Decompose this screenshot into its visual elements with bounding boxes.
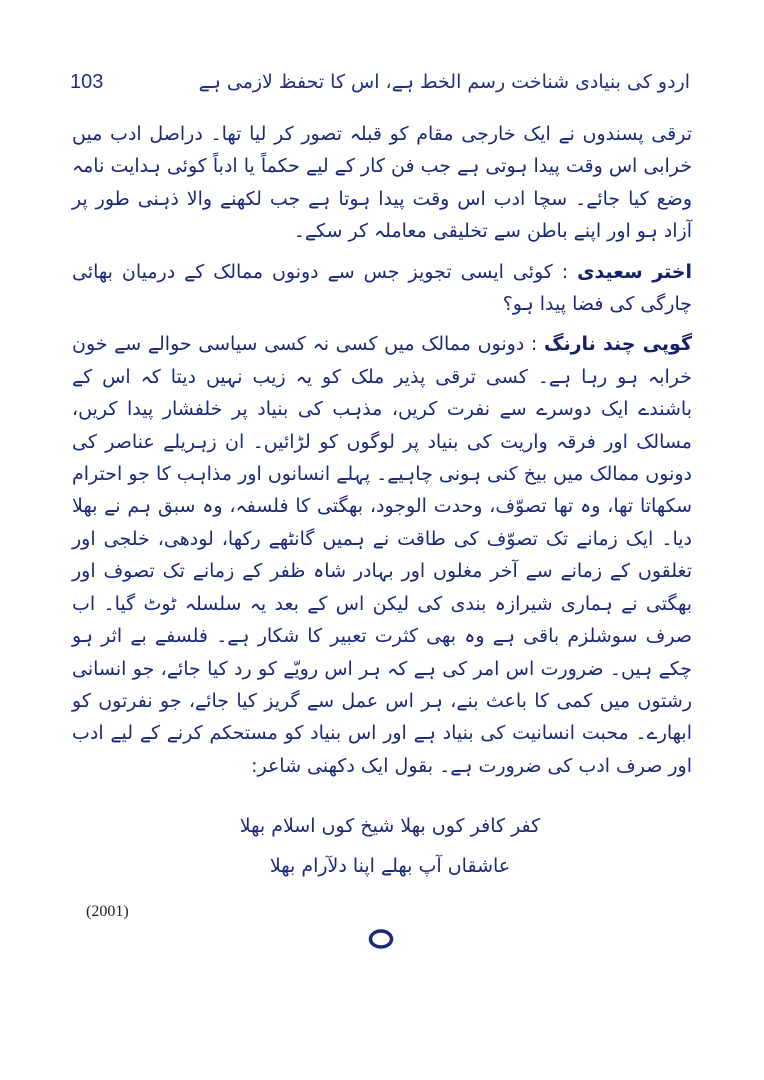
page-number: 103 xyxy=(70,70,104,93)
running-title: اردو کی بنیادی شناخت رسم الخط ہے، اس کا تحفظ لازمی ہے xyxy=(198,71,690,93)
paragraph xyxy=(72,118,692,248)
question-text: : کوئی ایسی تجویز جس سے دونوں ممالک کے درمیان بھائی چارگی کی فضا پیدا ہو؟ xyxy=(72,260,692,316)
interview-text xyxy=(72,118,692,782)
answer-paragraph xyxy=(72,328,692,782)
year-note: (2001) xyxy=(86,903,129,920)
couplet-line-2: عاشقاں آپ بھلے اپنا دلآرام بھلا xyxy=(269,855,511,877)
end-mark-icon xyxy=(368,928,394,950)
interviewee-name: گوپی چند نارنگ xyxy=(544,333,692,356)
answer-text: : دونوں ممالک میں کسی نہ کسی سیاسی حوالے سے خون خرابہ ہو رہا ہے۔ کسی ترقی پذیر ملک کو یہ زیب نہیں دیتا کہ اس کے باشندے ایک دوسرے سے نفرت کریں، مذہب کی بنیاد پر خلفشار پیدا کریں، مسالک اور فرقہ واریت کی بنیاد پر لوگوں کو لڑائیں۔ ان زہریلے عناصر کی دونوں ممالک میں بیخ کنی ہونی چاہیے۔ پہلے انسانوں اور مذاہب کا جو احترام سکھاتا تھا، وہ تھا تصوّف، وحدت الوجود، بھگتی کا فلسفہ، وہ سبق ہم نے بھلا دیا۔ ایک زمانے تک تصوّف کی طاقت نے ہمیں گانٹھے رکھا، لودھی، خلجی اور تغلقوں کے زمانے سے آخر مغلوں اور بہادر شاہ ظفر کے زمانے تک تصوف اور بھگتی نے ہماری شیرازہ بندی کی لیکن اس کے بعد یہ سلسلہ ٹوٹ گیا۔ اب صرف سوشلزم باقی ہے وہ بھی کثرت تعبیر کا شکار ہے۔ فلسفے بے اثر ہو چکے ہیں۔ ضرورت اس امر کی ہے کہ ہر اس رویّے کو رد کیا جائے، جو انسانی رشتوں میں کمی کا باعث بنے، ہر اس عمل سے گریز کیا جائے، جو نفرتوں کو ابھارے۔ محبت انسانیت کی بنیاد ہے اور اس بنیاد کو مستحکم کرنے کے لیے ادب اور صرف ادب کی ضرورت ہے۔ بقول ایک دکھنی شاعر: xyxy=(72,333,692,777)
question-paragraph xyxy=(72,256,692,321)
running-header xyxy=(70,62,690,102)
couplet xyxy=(230,806,550,886)
interviewer-name: اختر سعیدی xyxy=(577,260,692,283)
couplet-line-1: کفر کافر کوں بھلا شیخ کوں اسلام بھلا xyxy=(239,815,541,837)
paragraph-text: ترقی پسندوں نے ایک خارجی مقام کو قبلہ تصور کر لیا تھا۔ دراصل ادب میں خرابی اس وقت پیدا ہوتی ہے جب فن کار کے لیے حکماً یا ادباً کوئی ہدایت نامہ وضع کیا جائے۔ سچا ادب اس وقت پیدا ہوتا ہے جب لکھنے والا ذہنی طور پر آزاد ہو اور اپنے باطن سے تخلیقی معاملہ کر سکے۔ xyxy=(72,123,692,243)
